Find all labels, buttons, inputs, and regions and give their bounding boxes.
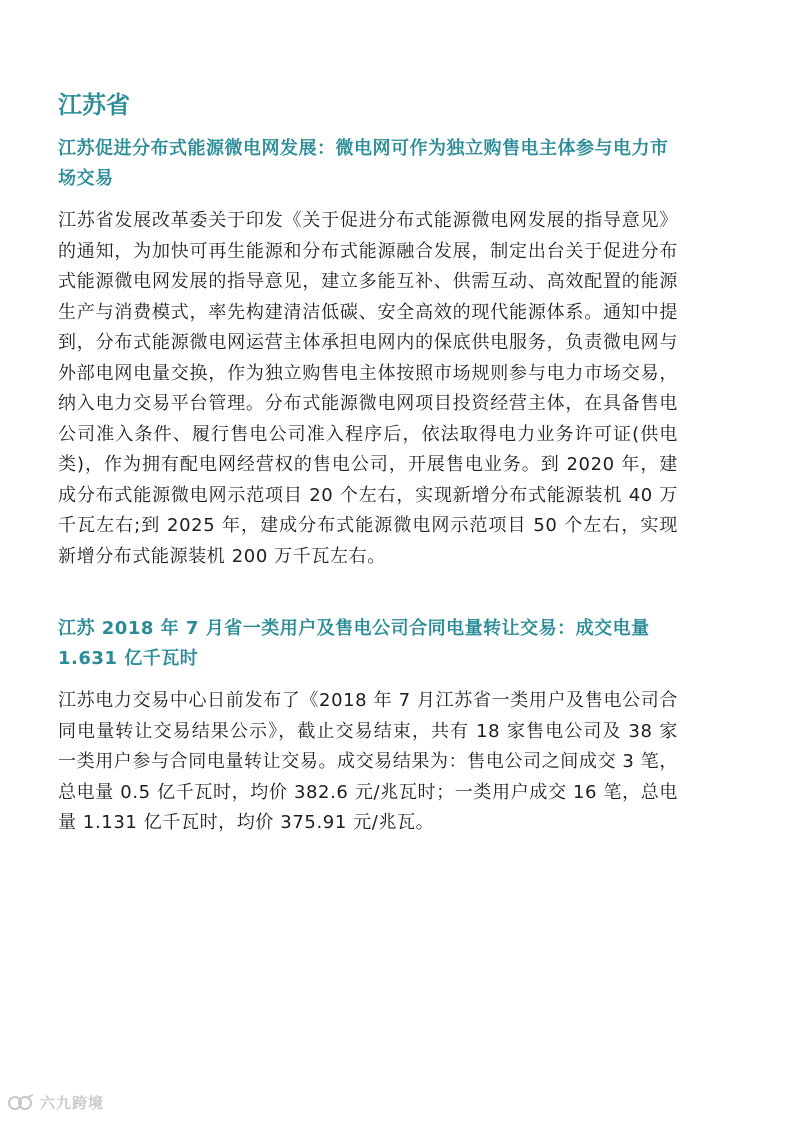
section-body: 江苏省发展改革委关于印发《关于促进分布式能源微电网发展的指导意见》的通知，为加快可再生能源和分布式能源融合发展，制定出台关于促进分布式能源微电网发展的指导意见，建立多能互补、供需互动、高效配置的能源生产与消费模式，率先构建清洁低碳、安全高效的现代能源体系。通知中提到，分布式能源微电网运营主体承担电网内的保底供电服务，负责微电网与外部电网电量交换，作为独立购售电主体按照市场规则参与电力市场交易，纳入电力交易平台管理。分布式能源微电网项目投资经营主体，在具备售电公司准入条件、履行售电公司准入程序后，依法取得电力业务许可证(供电类)，作为拥有配电网经营权的售电公司，开展售电业务。到 2020 年，建成分布式能源微电网示范项目 20 个左右，实现新增分布式能源装机 40 万千瓦左右;到 2025 年，建成分布式能源微电网示范项目 50 个左右，实现新增分布式能源装机 200 万千瓦左右。	[58, 210, 678, 567]
brand-logo-icon	[8, 1093, 34, 1113]
section-title: 江苏促进分布式能源微电网发展：微电网可作为独立购售电主体参与电力市场交易	[58, 138, 669, 189]
province-title: 江苏省	[58, 91, 130, 119]
section-title: 江苏 2018 年 7 月省一类用户及售电公司合同电量转让交易：成交电量 1.631 亿千瓦时	[58, 618, 650, 669]
watermark-text: 六九跨境	[40, 1094, 105, 1112]
article-section-contract-transfer	[58, 614, 678, 839]
section-body: 江苏电力交易中心日前发布了《2018 年 7 月江苏省一类用户及售电公司合同电量转让交易结果公示》，截止交易结束，共有 18 家售电公司及 38 家一类用户参与合同电量转让交易。成交易结果为：售电公司之间成交 3 笔，总电量 0.5 亿千瓦时，均价 382.6 元/兆瓦时；一类用户成交 16 笔，总电量 1.131 亿千瓦时，均价 375.91 元/兆瓦。	[58, 690, 678, 833]
watermark	[8, 1092, 104, 1113]
article-section-microgrid	[58, 134, 678, 572]
document-content	[58, 88, 678, 881]
